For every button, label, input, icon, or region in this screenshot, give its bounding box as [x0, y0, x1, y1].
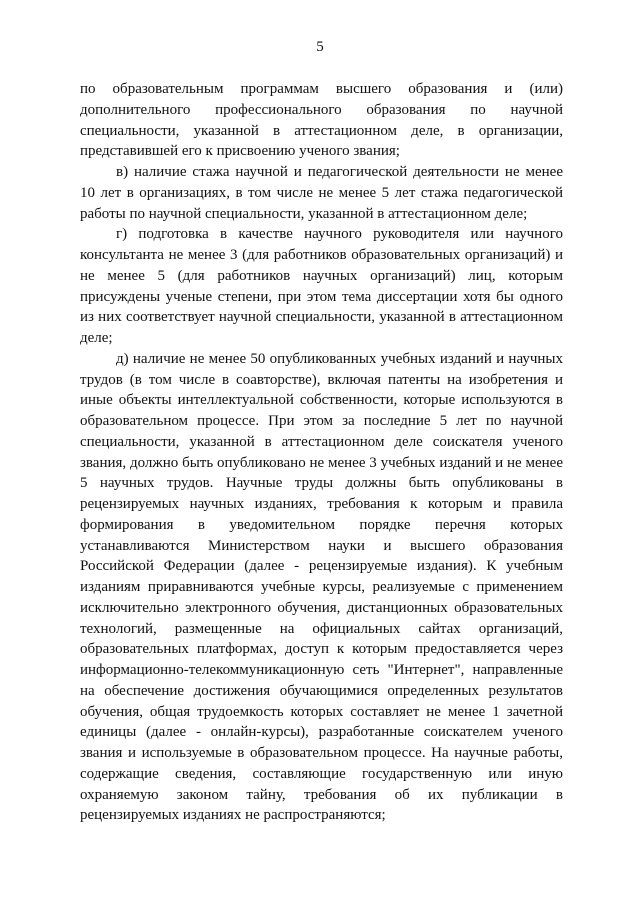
paragraph-item-g: г) подготовка в качестве научного руководителя или научного консультанта не менее 3 (для работников образовательных организаций) и не менее 5 (для работников научных организаций) лиц, которым присуждены ученые степени, при этом тема диссертации хотя бы одного из них соответствует научной специальности, указанной в аттестационном деле;: [80, 226, 563, 346]
document-body: [80, 79, 563, 826]
paragraph-item-v: в) наличие стажа научной и педагогической деятельности не менее 10 лет в организациях, в том числе не менее 5 лет стажа педагогической работы по научной специальности, указанной в аттестационном деле;: [80, 164, 563, 222]
page-number: 5: [316, 39, 324, 55]
paragraph-item-d: д) наличие не менее 50 опубликованных учебных изданий и научных трудов (в том числе в соавторстве), включая патенты на изобретения и иные объекты интеллектуальной собственности, которые используются в образовательном процессе. При этом за последние 5 лет по научной специальности, указанной в аттестационном деле соискателя ученого звания, должно быть опубликовано не менее 3 учебных изданий и не менее 5 научных трудов. Научные труды должны быть опубликованы в рецензируемых научных изданиях, требования к которым и правила формирования в уведомительном порядке перечня которых устанавливаются Министерством науки и высшего образования Российской Федерации (далее - рецензируемые издания). К учебным изданиям приравниваются учебные курсы, реализуемые с применением исключительно электронного обучения, дистанционных образовательных технологий, размещенные на официальных сайтах организаций, образовательных платформах, доступ к которым предоставляется через информационно-телекоммуникационную сеть "Интернет", направленные на обеспечение достижения обучающимися определенных результатов обучения, общая трудоемкость которых составляет не менее 1 зачетной единицы (далее - онлайн-курсы), разработанные соискателем ученого звания и используемые в образовательном процессе. На научные работы, содержащие сведения, составляющие государственную или иную охраняемую законом тайну, требования об их публикации в рецензируемых изданиях не распространяются;: [80, 350, 563, 824]
paragraph-continuation: по образовательным программам высшего образования и (или) дополнительного профессионального образования по научной специальности, указанной в аттестационном деле, в организации, представившей его к присвоению ученого звания;: [80, 81, 563, 160]
